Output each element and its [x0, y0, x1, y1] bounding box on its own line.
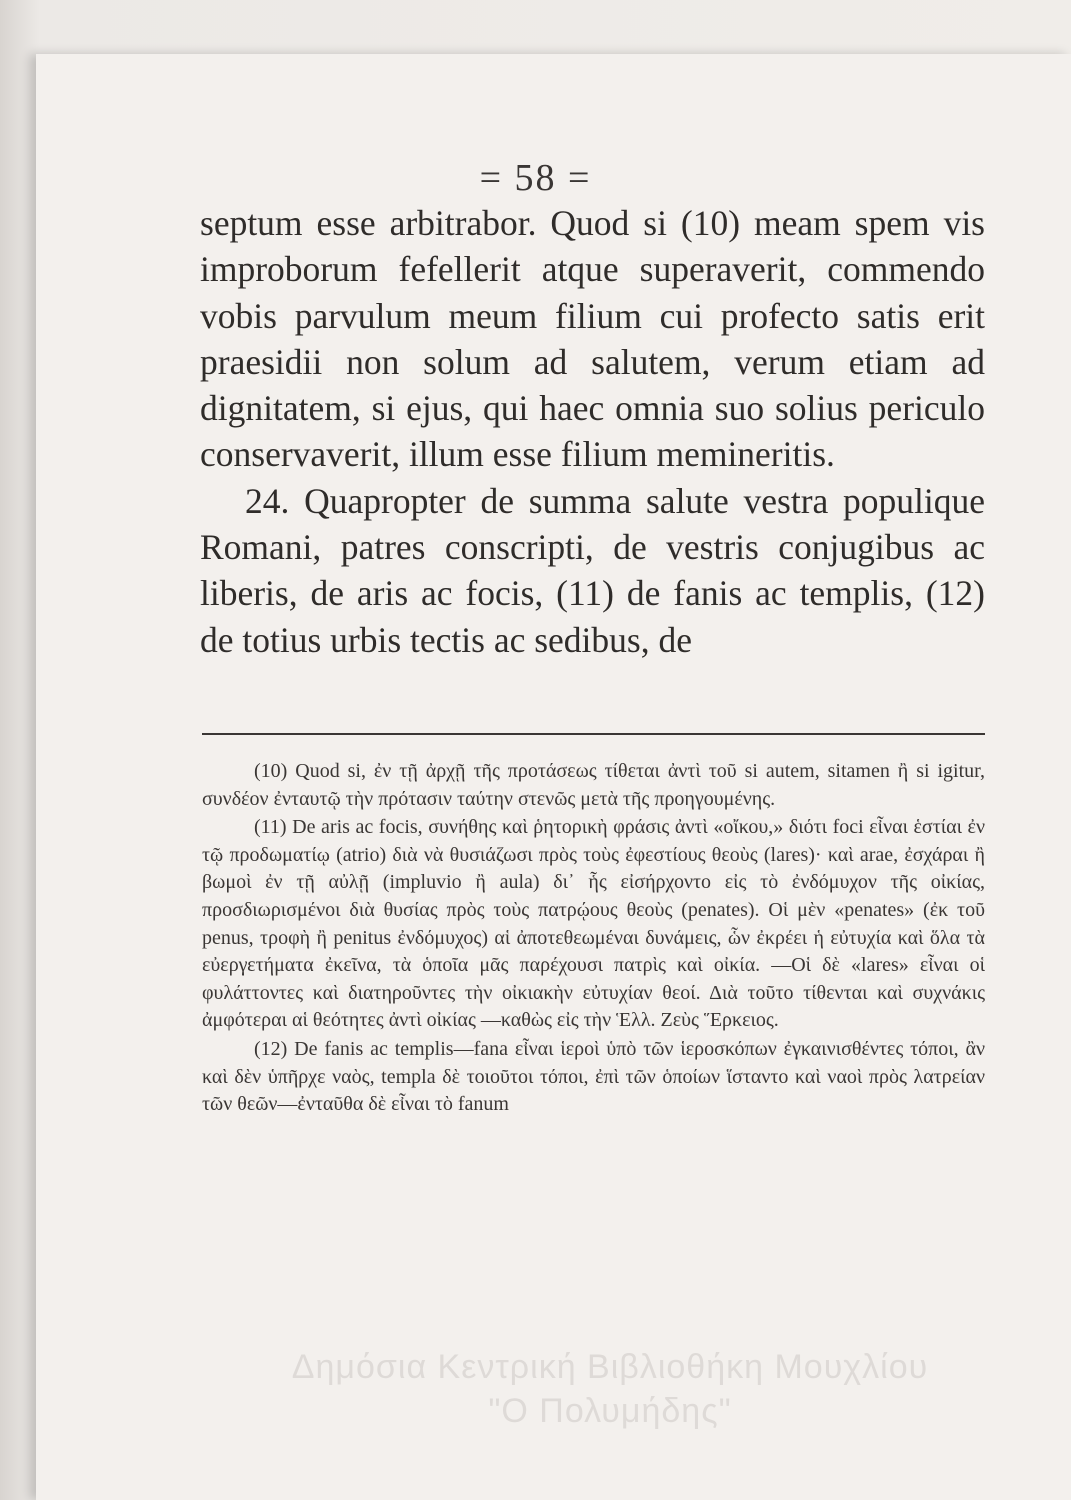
main-text — [200, 200, 985, 663]
library-watermark — [210, 1345, 1010, 1433]
watermark-line-2: "Ο Πολυμήδης" — [488, 1392, 732, 1430]
watermark-line-1: Δημόσια Κεντρική Βιβλιοθήκη Μουχλίου — [291, 1348, 929, 1386]
paragraph-2: 24. Quapropter de summa salute vestra populique Romani, patres conscripti, de vestris conjugibus ac liberis, de aris ac focis, (11) de fanis ac templis, (12) de totius urbis tectis ac sedibus, de — [200, 480, 985, 660]
paragraph-1: septum esse arbitrabor. Quod si (10) meam spem vis improborum fefellerit atque superaverit, commendo vobis parvulum meum filium cui profecto satis erit praesidii non solum ad salutem, verum etiam ad dignitatem, si ejus, qui haec omnia suo solius periculo conservaverit, illum esse filium memineritis. — [200, 203, 985, 475]
footnote-10: (10) Quod si, ἐν τῇ ἀρχῇ τῆς προτάσεως τίθεται ἀντὶ τοῦ si autem, sitamen ἢ si igitur, συνδέον ἐνταυτῷ τὴν πρότασιν ταύτην στενῶς μετὰ τῆς προηγουμένης. — [202, 760, 985, 810]
footnote-12: (12) De fanis ac templis—fana εἶναι ἱεροὶ ὑπὸ τῶν ἱεροσκόπων ἐγκαινισθέντες τόποι, ἂν καὶ δὲν ὑπῆρχε ναὸς, templa δὲ τοιοῦτοι τόποι, ἐπὶ τῶν ὁποίων ἵσταντο καὶ ναοὶ πρὸς λατρείαν τῶν θεῶν—ἐνταῦθα δὲ εἶναι τὸ fanum — [202, 1037, 985, 1116]
page-number: = 58 = — [479, 157, 592, 199]
footnote-separator — [202, 733, 985, 735]
footnote-11: (11) De aris ac focis, συνήθης καὶ ῥητορικὴ φράσις ἀντὶ «οἴκου,» διότι foci εἶναι ἑστίαι ἐν τῷ προδωματίῳ (atrio) διὰ νὰ θυσιάζωσι πρὸς τοὺς ἐφεστίους θεοὺς (lares)· καὶ arae, ἐσχάραι ἢ βωμοὶ ἐν τῇ αὐλῇ (impluvio ἢ aula) δι᾽ ἧς εἰσήρχοντο εἰς τὸ ἐνδόμυχον τῆς οἰκίας, προσδιωρισμένοι διὰ θυσίας πρὸς τοὺς πατρῴους θεοὺς (penates). Οἱ μὲν «penates» (ἐκ τοῦ penus, τροφὴ ἢ penitus ἐνδόμυχος) αἱ ἀποτεθεωμέναι δυνάμεις, ὧν ἐκρέει ἡ εὐτυχία καὶ ὅλα τὰ εὐεργετήματα ἐκεῖνα, τὰ ὁποῖα μᾶς παρέχουσι πατρὶς καὶ οἰκία. —Οἱ δὲ «lares» εἶναι οἱ φυλάττοντες καὶ διατηροῦντες τὴν οἰκιακὴν εὐτυχίαν θεοί. Διὰ τοῦτο τίθενται καὶ συχνάκις ἀμφότεραι αἱ θεότητες ἀντὶ οἰκίας —καθὼς εἰς τὴν Ἑλλ. Ζεὺς Ἕρκειος. — [202, 816, 985, 1032]
footnotes — [202, 758, 985, 1120]
